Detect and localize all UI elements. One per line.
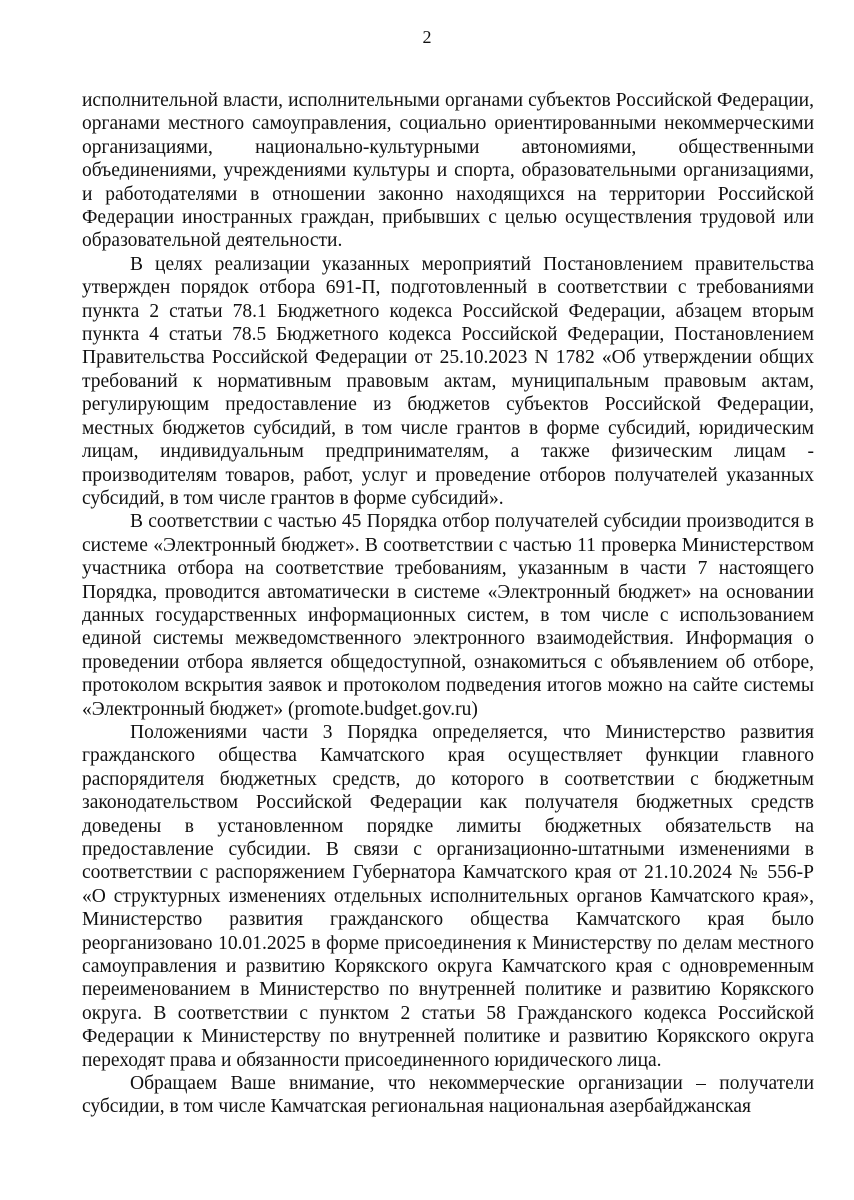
document-body [82,89,814,1119]
paragraph-1: исполнительной власти, исполнительными органами субъектов Российской Федерации, органами местного самоуправления, социально ориентированными некоммерческими организациями, национально-культурными автономиями, общественными объединениями, учреждениями культуры и спорта, образовательными организациями, и работодателями в отношении законно находящихся на территории Российской Федерации иностранных граждан, прибывших с целью осуществления трудовой или образовательной деятельности. [82,90,814,252]
paragraph-2: В целях реализации указанных мероприятий Постановлением правительства утвержден порядок отбора 691-П, подготовленный в соответствии с требованиями пункта 2 статьи 78.1 Бюджетного кодекса Российской Федерации, абзацем вторым пункта 4 статьи 78.5 Бюджетного кодекса Российской Федерации, Постановлением Правительства Российской Федерации от 25.10.2023 N 1782 «Об утверждении общих требований к нормативным правовым актам, муниципальным правовым актам, регулирующим предоставление из бюджетов субъектов Российской Федерации, местных бюджетов субсидий, в том числе грантов в форме субсидий, юридическим лицам, индивидуальным предпринимателям, а также физическим лицам - производителям товаров, работ, услуг и проведение отборов получателей указанных субсидий, в том числе грантов в форме субсидий». [82,253,814,509]
page-number: 2 [422,27,432,47]
paragraph-4: Положениями части 3 Порядка определяется, что Министерство развития гражданского общества Камчатского края осуществляет функции главного распорядителя бюджетных средств, до которого в соответствии с бюджетным законодательством Российской Федерации как получателя бюджетных средств доведены в установленном порядке лимиты бюджетных обязательств на предоставление субсидии. В связи с организационно-штатными изменениями в соответствии с распоряжением Губернатора Камчатского края от 21.10.2024 № 556-Р «О структурных изменениях отдельных исполнительных органов Камчатского края», Министерство развития гражданского общества Камчатского края было реорганизовано 10.01.2025 в форме присоединения к Министерству по делам местного самоуправления и развитию Корякского округа Камчатского края с одновременным переименованием в Министерство по внутренней политике и развитию Корякского округа. В соответствии с пунктом 2 статьи 58 Гражданского кодекса Российской Федерации к Министерству по внутренней политике и развитию Корякского округа переходят права и обязанности присоединенного юридического лица. [82,721,814,1071]
paragraph-3: В соответствии с частью 45 Порядка отбор получателей субсидии производится в системе «Электронный бюджет». В соответствии с частью 11 проверка Министерством участника отбора на соответствие требованиям, указанным в части 7 настоящего Порядка, проводится автоматически в системе «Электронный бюджет» на основании данных государственных информационных систем, в том числе с использованием единой системы межведомственного электронного взаимодействия. Информация о проведении отбора является общедоступной, ознакомиться с объявлением об отборе, протоколом вскрытия заявок и протоколом подведения итогов можно на сайте системы «Электронный бюджет» (promote.budget.gov.ru) [82,511,814,720]
paragraph-5: Обращаем Ваше внимание, что некоммерческие организации – получатели субсидии, в том числе Камчатская региональная национальная азербайджанская [82,1073,814,1118]
